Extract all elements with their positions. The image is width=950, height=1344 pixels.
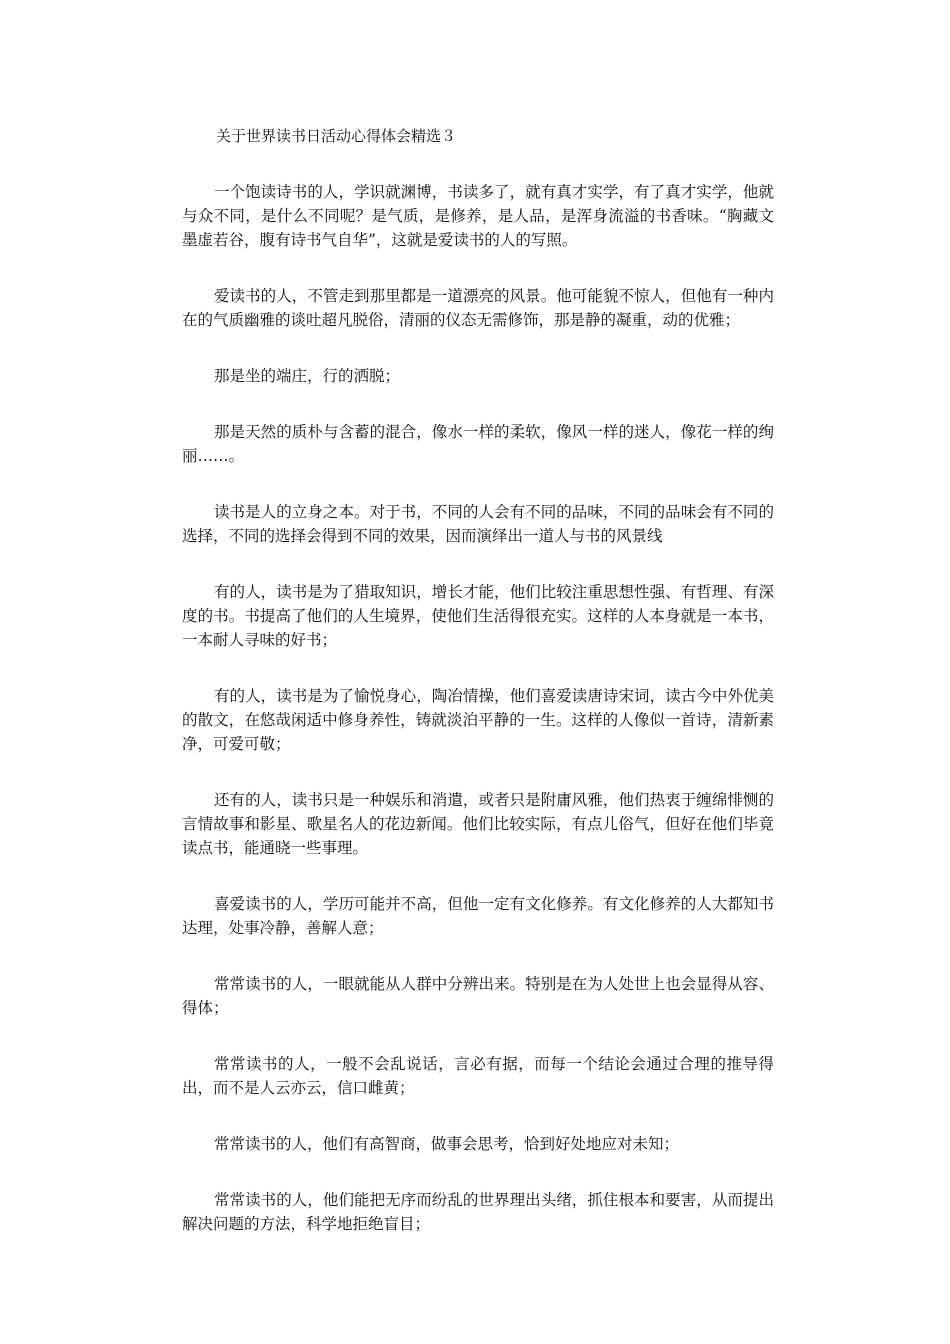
paragraph-11: 常常读书的人，一般不会乱说话，言必有据，而每一个结论会通过合理的推导得出，而不是人云亦云，信口雌黄； <box>182 1055 774 1097</box>
paragraph-1: 一个饱读诗书的人，学识就渊博，书读多了，就有真才实学，有了真才实学，他就与众不同，是什么不同呢？是气质，是修养，是人品，是浑身流溢的书香味。“胸藏文墨虚若谷，腹有诗书气自华”，这就是爱读书的人的写照。 <box>182 183 774 249</box>
paragraph-2: 爱读书的人，不管走到那里都是一道漂亮的风景。他可能貌不惊人，但他有一种内在的气质幽雅的谈吐超凡脱俗，清丽的仪态无需修饰，那是静的凝重，动的优雅； <box>182 287 774 329</box>
document-page <box>182 124 774 1236</box>
paragraph-8: 还有的人，读书只是一种娱乐和消遣，或者只是附庸风雅，他们热衷于缠绵悱恻的言情故事和影星、歌星名人的花边新闻。他们比较实际，有点儿俗气，但好在他们毕竟读点书，能通晓一些事理。 <box>182 791 774 857</box>
paragraph-4: 那是天然的质朴与含蓄的混合，像水一样的柔软，像风一样的迷人，像花一样的绚丽……。 <box>182 423 774 465</box>
paragraph-6: 有的人，读书是为了猎取知识，增长才能，他们比较注重思想性强、有哲理、有深度的书。书提高了他们的人生境界，使他们生活得很充实。这样的人本身就是一本书，一本耐人寻味的好书； <box>182 583 774 649</box>
document-title: 关于世界读书日活动心得体会精选３ <box>216 127 457 145</box>
paragraph-3: 那是坐的端庄，行的洒脱； <box>214 367 401 385</box>
paragraph-7: 有的人，读书是为了愉悦身心，陶冶情操，他们喜爱读唐诗宋词，读古今中外优美的散文，在悠哉闲适中修身养性，铸就淡泊平静的一生。这样的人像似一首诗，清新素净，可爱可敬； <box>182 687 774 753</box>
paragraph-5: 读书是人的立身之本。对于书，不同的人会有不同的品味，不同的品味会有不同的选择，不同的选择会得到不同的效果，因而演绎出一道人与书的风景线 <box>182 503 774 545</box>
paragraph-12: 常常读书的人，他们有高智商，做事会思考，恰到好处地应对未知； <box>214 1135 680 1153</box>
paragraph-9: 喜爱读书的人，学历可能并不高，但他一定有文化修养。有文化修养的人大都知书达理，处事冷静，善解人意； <box>182 895 774 937</box>
paragraph-13: 常常读书的人，他们能把无序而纷乱的世界理出头绪，抓住根本和要害，从而提出解决问题的方法，科学地拒绝盲目； <box>182 1191 774 1233</box>
paragraph-10: 常常读书的人，一眼就能从人群中分辨出来。特别是在为人处世上也会显得从容、得体； <box>182 975 774 1017</box>
